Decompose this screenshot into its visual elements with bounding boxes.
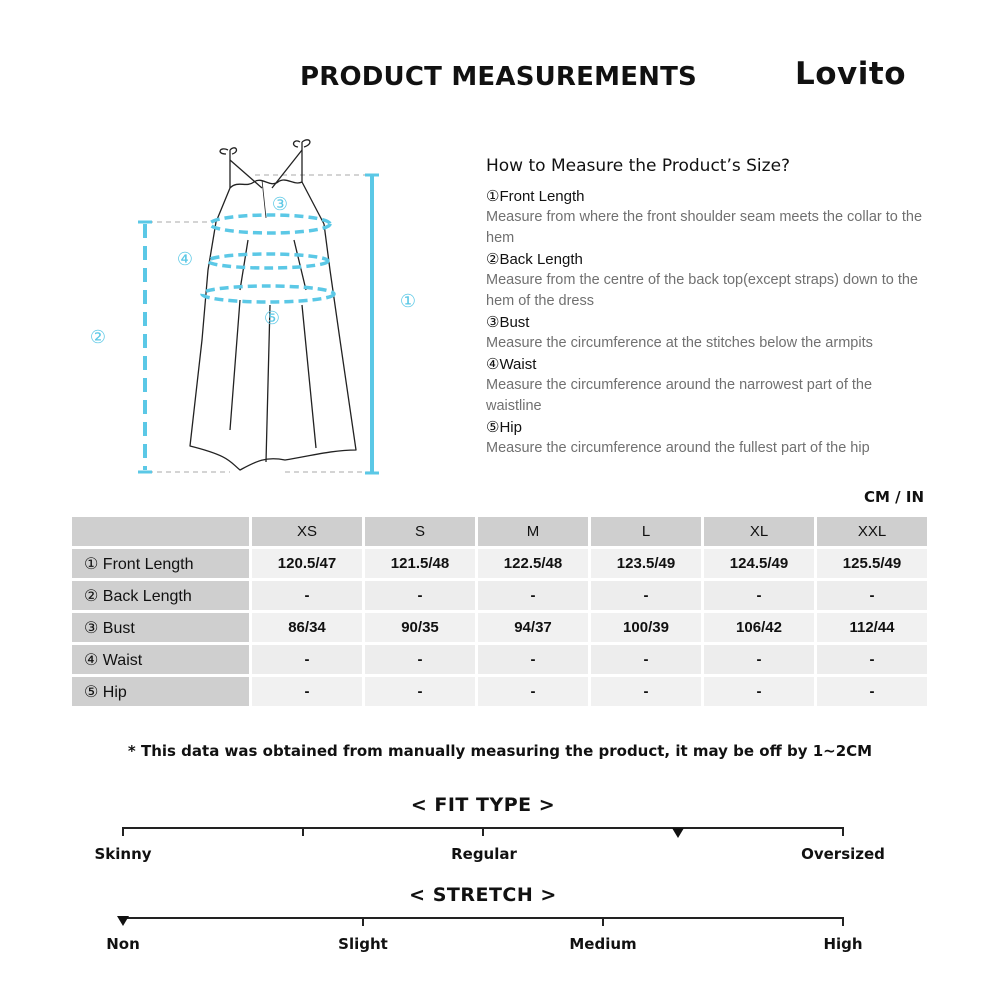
table-cell: - — [704, 677, 814, 706]
stretch-label-non: Non — [106, 935, 140, 953]
stretch-title: < STRETCH > — [409, 884, 557, 906]
guide-item-name: ④Waist — [486, 356, 537, 373]
guide-item-back-length — [486, 249, 926, 312]
table-header-row — [72, 517, 927, 546]
table-cell: 125.5/49 — [817, 549, 927, 578]
table-cell: - — [817, 581, 927, 610]
row-label: ① Front Length — [72, 549, 249, 578]
guide-item-waist — [486, 354, 926, 417]
stretch-label-slight: Slight — [338, 935, 388, 953]
size-header: XL — [704, 517, 814, 546]
fit-label-skinny: Skinny — [94, 845, 152, 863]
guide-item-front-length — [486, 186, 926, 249]
table-cell: 90/35 — [365, 613, 475, 642]
marker-hip: ⑤ — [263, 308, 281, 329]
guide-item-name: ②Back Length — [486, 251, 583, 268]
table-cell: 123.5/49 — [591, 549, 701, 578]
measure-guide — [486, 156, 926, 459]
table-cell: - — [591, 581, 701, 610]
size-table — [69, 514, 930, 709]
table-cell: - — [704, 581, 814, 610]
stretch-marker — [117, 916, 129, 926]
marker-bust: ③ — [271, 194, 289, 215]
table-cell: - — [591, 645, 701, 674]
table-cell: - — [478, 581, 588, 610]
fit-type-tick — [482, 827, 484, 836]
table-cell: - — [817, 677, 927, 706]
size-header: XXL — [817, 517, 927, 546]
stretch-label-high: High — [823, 935, 863, 953]
table-row — [72, 677, 927, 706]
guide-item-name: ③Bust — [486, 314, 530, 331]
table-row — [72, 645, 927, 674]
marker-back-length: ② — [89, 327, 107, 348]
units-label: CM / IN — [864, 488, 924, 506]
page-title: PRODUCT MEASUREMENTS — [300, 62, 697, 92]
fit-label-regular: Regular — [451, 845, 517, 863]
size-header: XS — [252, 517, 362, 546]
guide-item-hip — [486, 417, 926, 459]
table-cell: 124.5/49 — [704, 549, 814, 578]
guide-item-name: ①Front Length — [486, 188, 585, 205]
table-cell: - — [365, 645, 475, 674]
table-row — [72, 581, 927, 610]
row-label: ② Back Length — [72, 581, 249, 610]
size-header: M — [478, 517, 588, 546]
table-row — [72, 613, 927, 642]
disclaimer-note: * This data was obtained from manually measuring the product, it may be off by 1~2CM — [127, 742, 873, 760]
guide-item-bust — [486, 312, 926, 354]
stretch-tick — [602, 917, 604, 926]
table-cell: 86/34 — [252, 613, 362, 642]
fit-type-marker — [672, 828, 684, 838]
table-cell: - — [365, 581, 475, 610]
size-header: L — [591, 517, 701, 546]
table-cell: - — [252, 645, 362, 674]
table-row — [72, 549, 927, 578]
table-header-blank — [72, 517, 249, 546]
stretch-tick — [362, 917, 364, 926]
table-cell: - — [704, 645, 814, 674]
guide-item-name: ⑤Hip — [486, 419, 522, 436]
guide-item-desc: Measure the circumference around the narrowest part of the waistline — [486, 377, 873, 414]
dress-diagram — [80, 130, 440, 490]
table-cell: - — [365, 677, 475, 706]
fit-type-title: < FIT TYPE > — [410, 794, 556, 816]
table-cell: - — [591, 677, 701, 706]
guide-item-desc: Measure from the centre of the back top(except straps) down to the hem of the dress — [486, 272, 918, 309]
guide-heading: How to Measure the Product’s Size? — [486, 156, 791, 176]
row-label: ④ Waist — [72, 645, 249, 674]
table-cell: 122.5/48 — [478, 549, 588, 578]
stretch-scale-line — [123, 917, 843, 919]
marker-front-length: ① — [399, 291, 417, 312]
fit-type-tick — [122, 827, 124, 836]
size-header: S — [365, 517, 475, 546]
fit-type-tick — [842, 827, 844, 836]
table-cell: - — [478, 677, 588, 706]
table-cell: - — [252, 581, 362, 610]
table-cell: 121.5/48 — [365, 549, 475, 578]
stretch-label-medium: Medium — [569, 935, 637, 953]
guide-item-desc: Measure from where the front shoulder seam meets the collar to the hem — [486, 209, 923, 246]
table-cell: 94/37 — [478, 613, 588, 642]
brand-logo: Lovito — [795, 56, 907, 92]
stretch-tick — [842, 917, 844, 926]
fit-label-oversized: Oversized — [801, 845, 885, 863]
guide-item-desc: Measure the circumference around the fullest part of the hip — [486, 440, 870, 456]
table-cell: 112/44 — [817, 613, 927, 642]
table-cell: - — [817, 645, 927, 674]
row-label: ③ Bust — [72, 613, 249, 642]
table-cell: 106/42 — [704, 613, 814, 642]
table-cell: 100/39 — [591, 613, 701, 642]
table-cell: - — [252, 677, 362, 706]
table-cell: - — [478, 645, 588, 674]
fit-type-tick — [302, 827, 304, 836]
guide-item-desc: Measure the circumference at the stitches below the armpits — [486, 335, 873, 351]
marker-waist: ④ — [176, 249, 194, 270]
row-label: ⑤ Hip — [72, 677, 249, 706]
table-cell: 120.5/47 — [252, 549, 362, 578]
